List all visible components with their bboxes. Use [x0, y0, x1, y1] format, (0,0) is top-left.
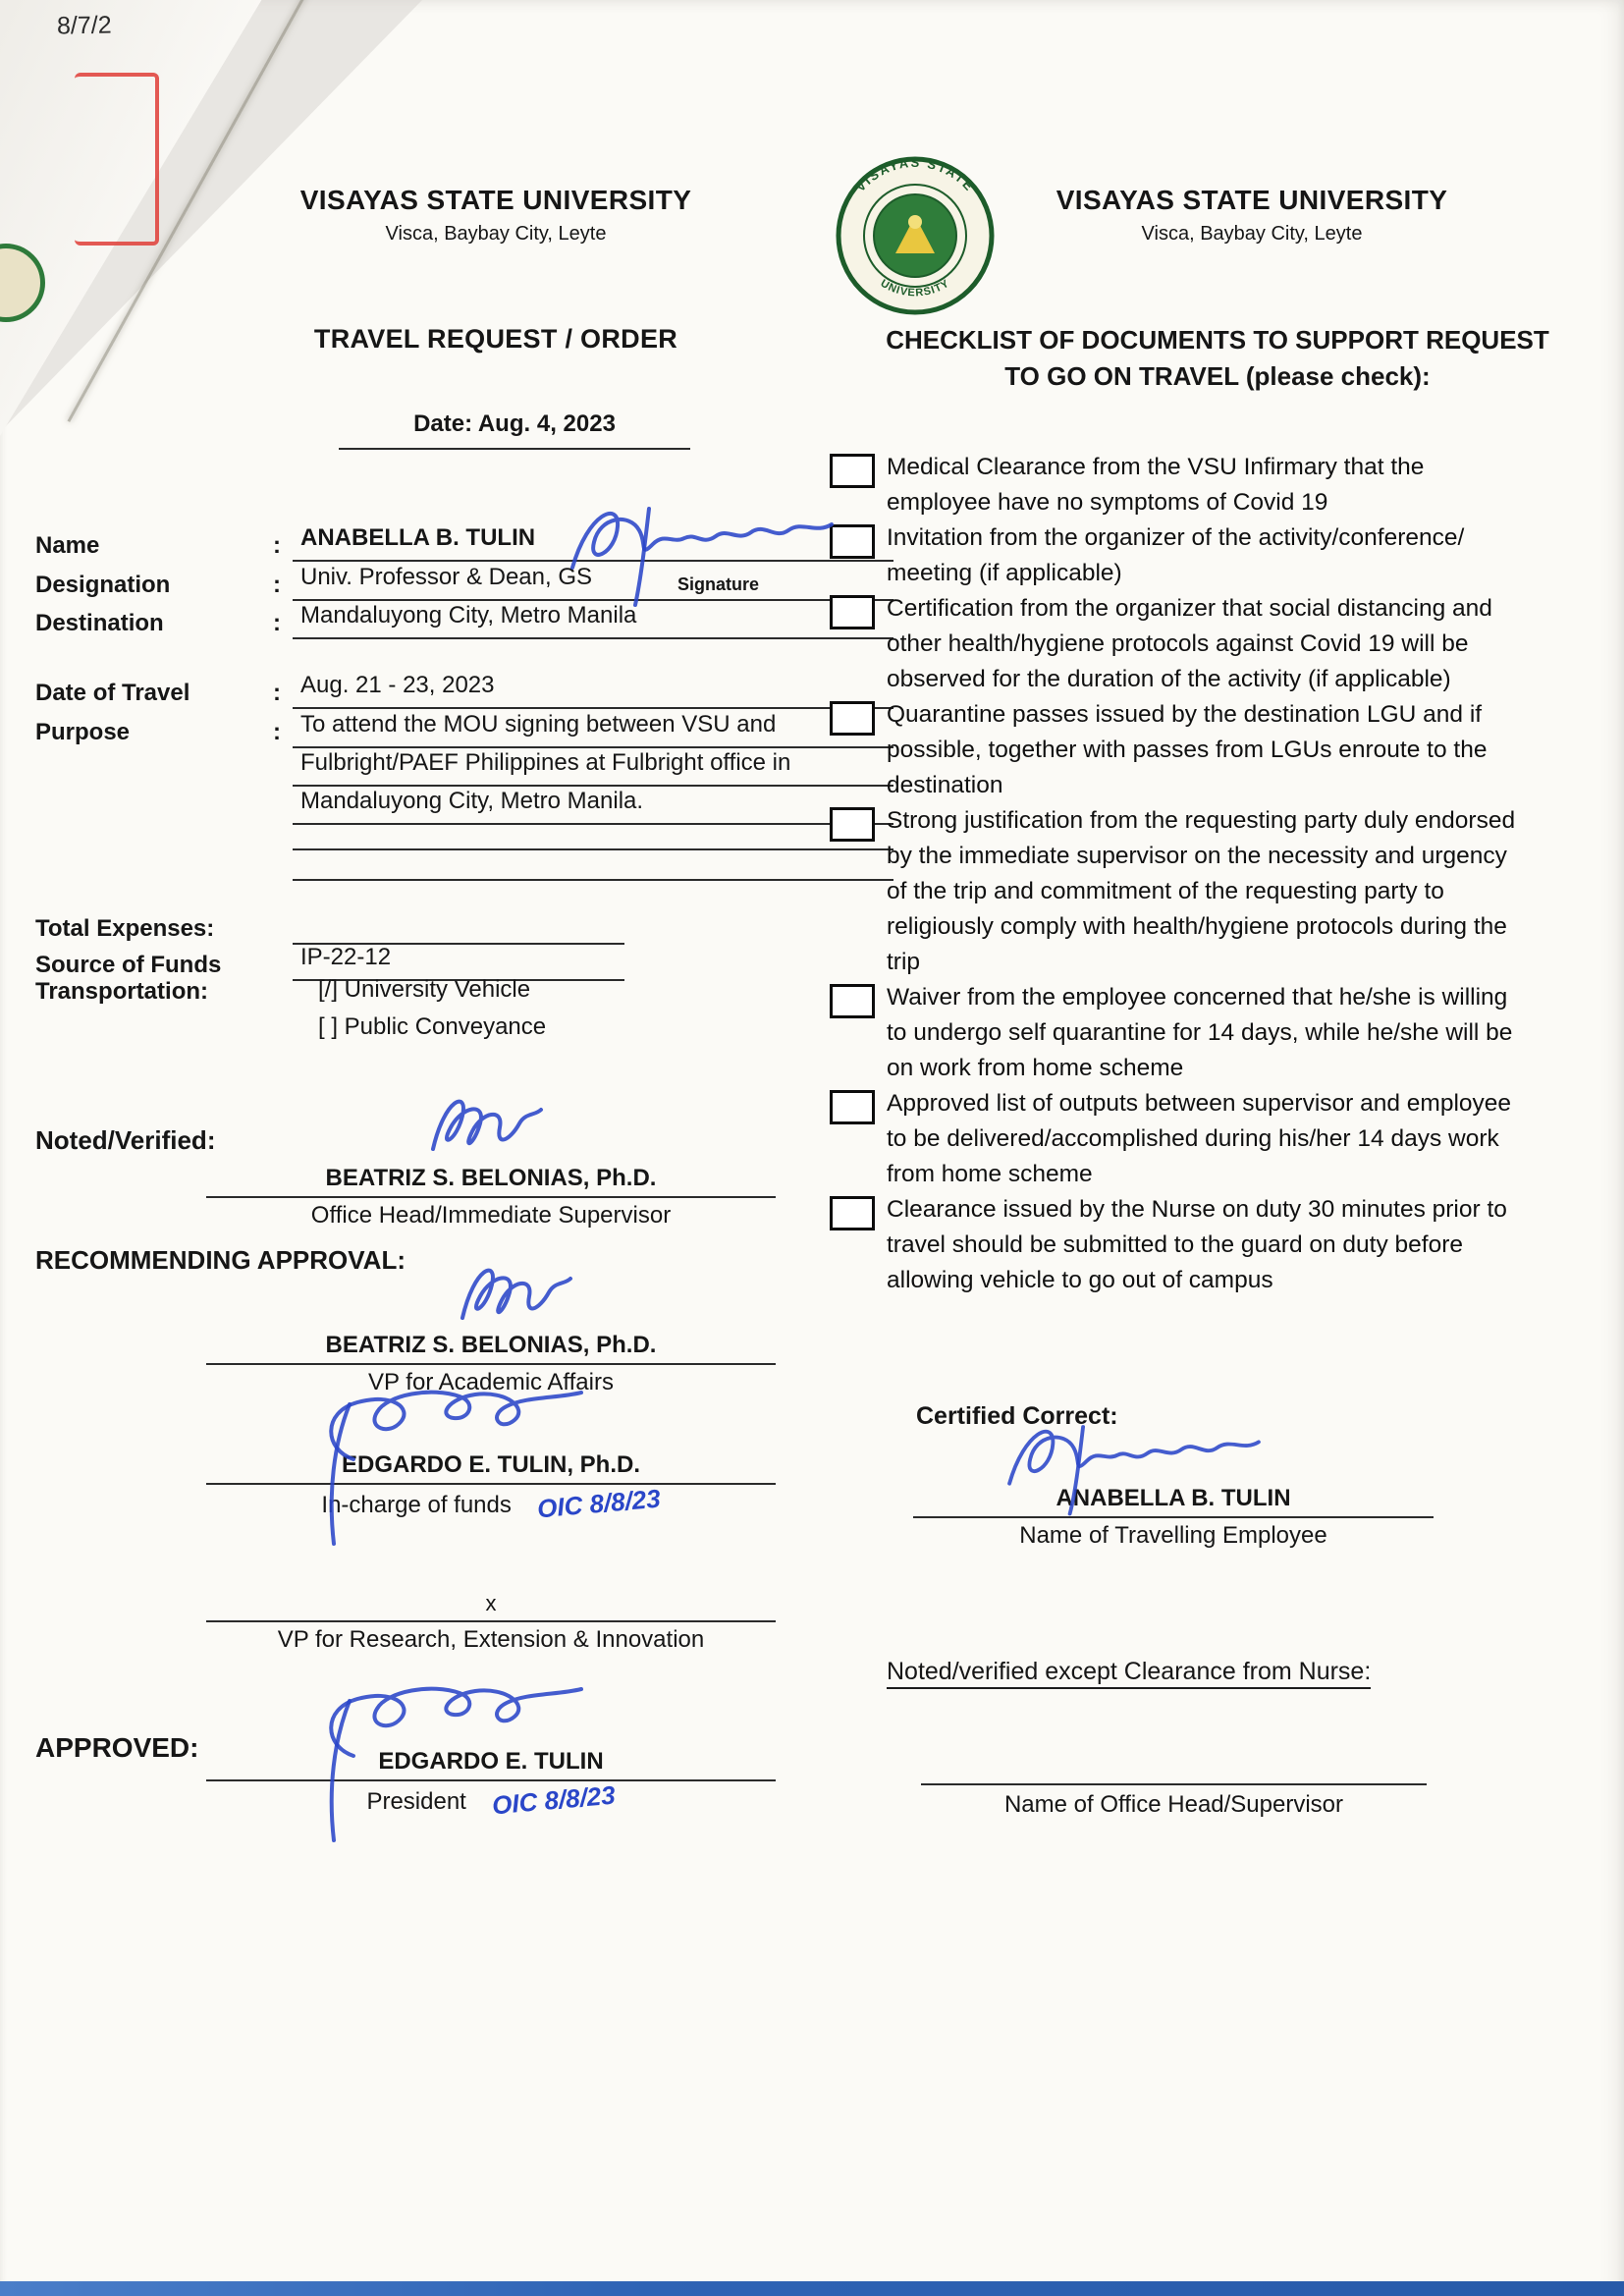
checkbox-icon — [830, 701, 875, 736]
field-designation-label: Designation — [35, 572, 171, 598]
checklist-item-text: Clearance issued by the Nurse on duty 30 minutes prior to travel should be submitted to the guard on duty before allowing vehicle to go out of campus — [887, 1196, 1507, 1293]
checkbox-icon — [830, 807, 875, 842]
right-header — [957, 185, 1546, 246]
checkbox-icon — [830, 1196, 875, 1230]
checkbox-icon — [830, 524, 875, 559]
document-checklist — [830, 450, 1529, 1298]
checklist-title — [844, 322, 1591, 395]
field-date-of-travel-value: Aug. 21 - 23, 2023 — [293, 672, 893, 709]
field-purpose-line2: Fulbright/PAEF Philippines at Fulbright office in — [293, 749, 893, 787]
field-name — [35, 524, 893, 562]
field-name-value: ANABELLA B. TULIN — [300, 524, 536, 551]
left-header — [177, 185, 815, 246]
certified-correct-signatory — [913, 1485, 1434, 1550]
checklist-item-text: Certification from the organizer that social distancing and other health/hygiene protocols against Covid 19 will be observed for the duration of the activity (if applicable) — [887, 595, 1492, 692]
recommending-signatory-1 — [206, 1332, 776, 1396]
checklist-item — [830, 591, 1529, 697]
handwritten-oic-note: OIC 8/8/23 — [535, 1483, 662, 1524]
signatory-name: EDGARDO E. TULIN — [206, 1748, 776, 1781]
field-colon: : — [273, 680, 281, 706]
certified-correct-heading: Certified Correct: — [916, 1402, 1118, 1430]
travelling-employee-caption: Name of Travelling Employee — [1019, 1522, 1327, 1549]
signatory-name: x — [206, 1591, 776, 1622]
field-date-of-travel — [35, 672, 893, 709]
transportation-option-university-vehicle: [/] University Vehicle — [318, 976, 531, 1003]
scan-timestamp: 8/7/2 — [56, 11, 112, 40]
field-source-of-funds-value: IP-22-12 — [293, 944, 624, 981]
recommending-signatory-2 — [206, 1451, 776, 1524]
checklist-item — [830, 980, 1529, 1086]
checklist-item — [830, 1192, 1529, 1298]
signature-beatriz-belonias — [447, 1249, 614, 1342]
signatory-name: BEATRIZ S. BELONIAS, Ph.D. — [206, 1165, 776, 1198]
field-purpose-line3: Mandaluyong City, Metro Manila. — [293, 788, 893, 825]
signatory-title: VP for Research, Extension & Innovation — [277, 1626, 705, 1653]
field-total-expenses — [35, 907, 893, 945]
checklist-item-text: Invitation from the organizer of the activity/conference/ meeting (if applicable) — [887, 524, 1465, 586]
signatory-title: President — [366, 1788, 466, 1815]
checklist-item-text: Approved list of outputs between supervisor and employee to be delivered/accomplished during his/her 14 days work from home scheme — [887, 1090, 1512, 1187]
field-purpose-label: Purpose — [35, 719, 131, 745]
travelling-employee-name: ANABELLA B. TULIN — [913, 1485, 1434, 1518]
checklist-item — [830, 520, 1529, 591]
noted-except-heading — [887, 1658, 1371, 1686]
signatory-title: Office Head/Immediate Supervisor — [310, 1202, 672, 1229]
blank-field-row — [35, 819, 893, 850]
checkbox-icon — [830, 1090, 875, 1124]
noted-verified-signatory — [206, 1165, 776, 1230]
field-name-label: Name — [35, 532, 100, 559]
field-transportation-row2 — [35, 1008, 893, 1045]
signatory-name: BEATRIZ S. BELONIAS, Ph.D. — [206, 1332, 776, 1365]
field-colon: : — [273, 532, 281, 559]
field-purpose-line1: To attend the MOU signing between VSU and — [293, 711, 893, 748]
field-total-expenses-value — [293, 907, 624, 945]
signatory-title: In-charge of funds — [321, 1492, 512, 1518]
field-total-expenses-label: Total Expenses: — [35, 915, 215, 942]
right-university-name: VISAYAS STATE UNIVERSITY — [1056, 185, 1448, 215]
scan-footer-bar — [0, 2281, 1624, 2296]
checklist-item-text: Strong justification from the requesting party duly endorsed by the immediate supervisor on the necessity and urgency of the trip and commitment of the requesting party to religiously comply with health/hygiene protocols during the trip — [887, 807, 1516, 975]
handwritten-oic-note: OIC 8/8/23 — [490, 1779, 617, 1821]
checkbox-icon — [830, 984, 875, 1018]
transportation-option-public-conveyance: [ ] Public Conveyance — [318, 1013, 547, 1040]
recommending-approval-heading: RECOMMENDING APPROVAL: — [35, 1245, 406, 1275]
checklist-title-line2: TO GO ON TRAVEL (please check): — [1004, 361, 1431, 391]
signatory-title: VP for Academic Affairs — [368, 1369, 614, 1395]
field-designation — [35, 564, 893, 601]
blank-field-row — [35, 849, 893, 881]
checklist-title-line1: CHECKLIST OF DOCUMENTS TO SUPPORT REQUEST — [886, 325, 1549, 355]
field-date-of-travel-label: Date of Travel — [35, 680, 190, 706]
field-colon: : — [273, 719, 281, 745]
checklist-item — [830, 697, 1529, 803]
field-colon: : — [273, 610, 281, 636]
field-designation-value: Univ. Professor & Dean, GS — [293, 564, 893, 601]
left-university-address: Visca, Baybay City, Leyte — [385, 223, 607, 245]
field-destination-label: Destination — [35, 610, 164, 636]
seal-text-top: VISAYAS STATE — [852, 155, 978, 195]
checklist-item-text: Waiver from the employee concerned that he/she is willing to undergo self quarantine for 14 days, while he/she will be on work from home scheme — [887, 984, 1513, 1081]
office-head-caption: Name of Office Head/Supervisor — [1003, 1791, 1344, 1818]
recommending-signatory-3 — [206, 1591, 776, 1654]
approved-heading: APPROVED: — [35, 1732, 199, 1763]
date-field: Date: Aug. 4, 2023 — [339, 410, 690, 450]
signature-beatriz-belonias — [417, 1080, 584, 1174]
field-transportation-label: Transportation: — [35, 978, 209, 1005]
checklist-item-text: Medical Clearance from the VSU Infirmary that the employee have no symptoms of Covid 19 — [887, 454, 1425, 516]
checklist-item — [830, 1086, 1529, 1192]
checklist-item — [830, 450, 1529, 520]
approved-signatory — [206, 1748, 776, 1821]
red-stamp-outline — [75, 73, 159, 246]
field-purpose — [35, 711, 893, 748]
signatory-name: EDGARDO E. TULIN, Ph.D. — [206, 1451, 776, 1485]
checkbox-icon — [830, 595, 875, 629]
form-title: TRAVEL REQUEST / ORDER — [313, 324, 678, 354]
field-destination-value: Mandaluyong City, Metro Manila — [293, 602, 893, 639]
seal-text-bottom: UNIVERSITY — [878, 277, 952, 300]
field-transportation — [35, 970, 893, 1008]
field-colon: : — [273, 572, 281, 598]
field-purpose-row2 — [35, 749, 893, 787]
field-destination — [35, 602, 893, 639]
checklist-item — [830, 803, 1529, 980]
office-head-signature-line — [921, 1740, 1427, 1785]
left-university-name: VISAYAS STATE UNIVERSITY — [299, 185, 692, 215]
field-source-of-funds-label: Source of Funds — [35, 952, 222, 978]
noted-except-text: Noted/verified except Clearance from Nurse: — [887, 1658, 1371, 1689]
right-university-address: Visca, Baybay City, Leyte — [1141, 223, 1363, 245]
checkbox-icon — [830, 454, 875, 488]
checklist-item-text: Quarantine passes issued by the destination LGU and if possible, together with passes from LGUs enroute to the destination — [887, 701, 1488, 798]
noted-verified-heading: Noted/Verified: — [35, 1125, 216, 1155]
signature-caption: Signature — [677, 574, 760, 594]
